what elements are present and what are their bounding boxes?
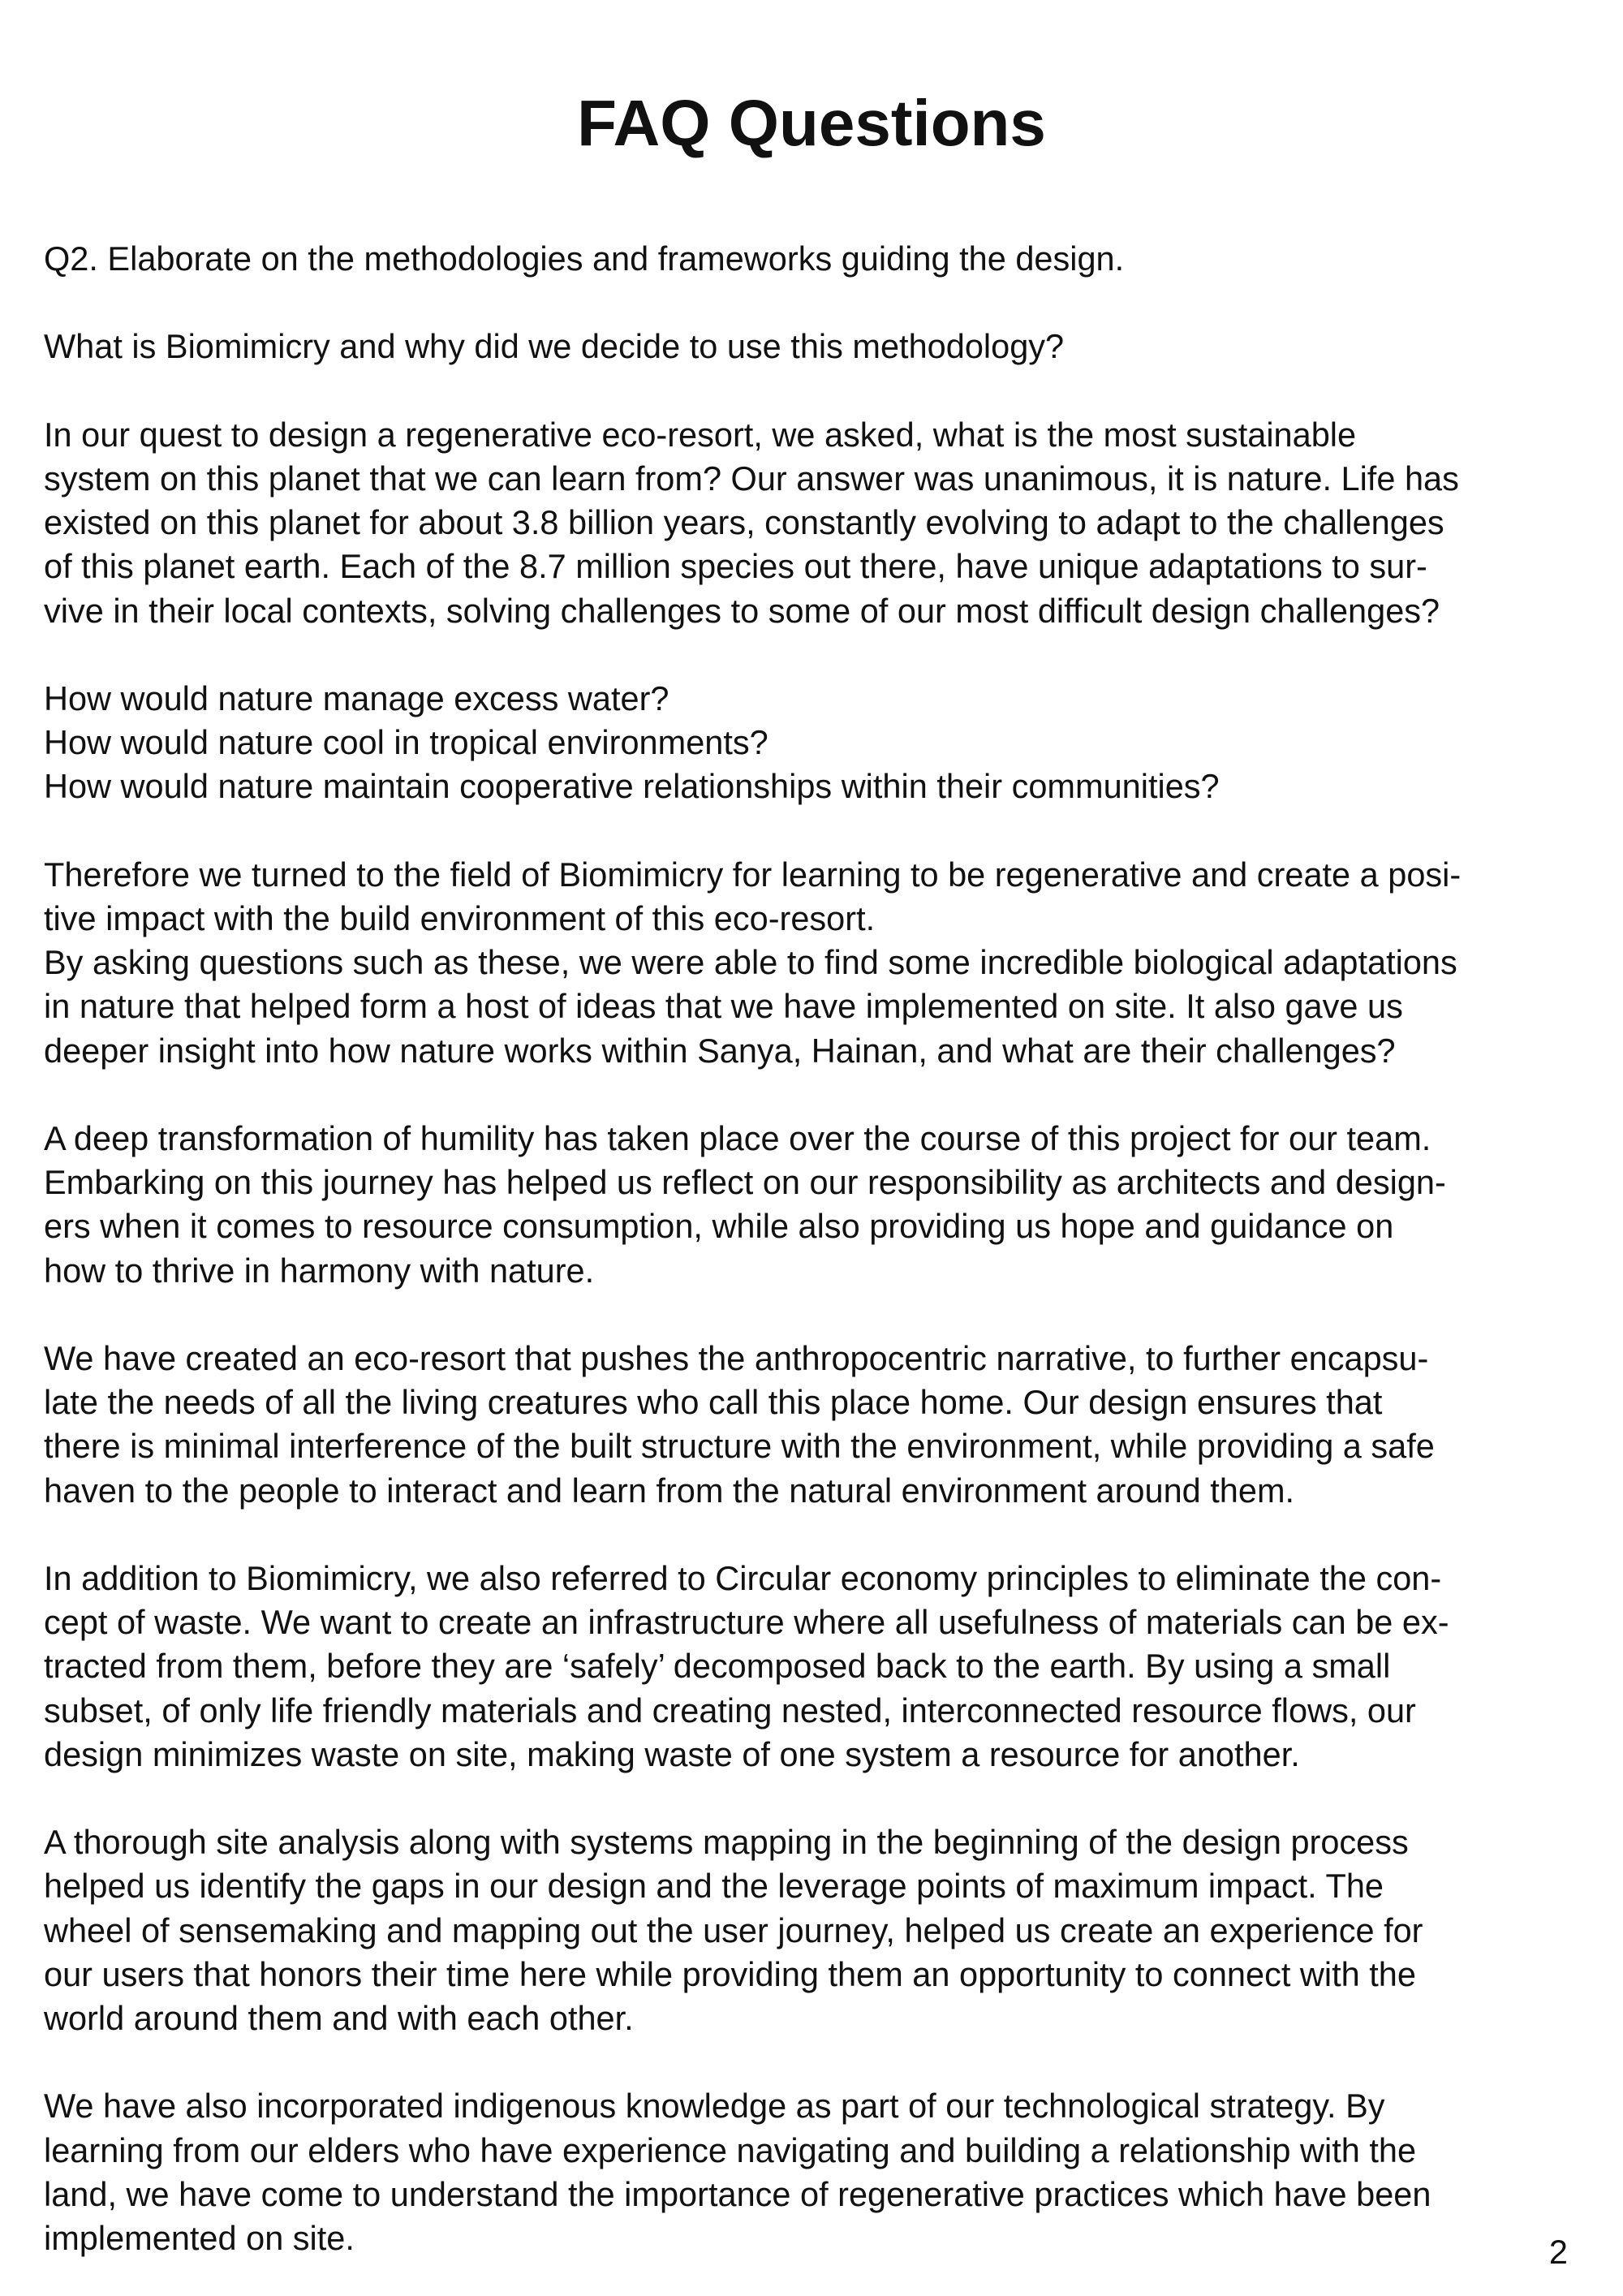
paragraph-line: helped us identify the gaps in our design and the leverage points of maximum impact. The: [44, 1867, 1384, 1906]
paragraph-line: cept of waste. We want to create an infrastructure where all usefulness of materials can be ex-: [44, 1603, 1449, 1642]
paragraph-line: how to thrive in harmony with nature.: [44, 1251, 595, 1290]
paragraph-line: existed on this planet for about 3.8 billion years, constantly evolving to adapt to the challenges: [44, 503, 1444, 542]
paragraph-line: tracted from them, before they are ‘safely’ decomposed back to the earth. By using a small: [44, 1647, 1391, 1686]
page-number: 2: [1548, 2233, 1568, 2271]
paragraph-line: Embarking on this journey has helped us reflect on our responsibility as architects and design-: [44, 1163, 1446, 1202]
paragraph-line: of this planet earth. Each of the 8.7 million species out there, have unique adaptations to sur-: [44, 547, 1427, 586]
paragraph-line: How would nature cool in tropical environments?: [44, 723, 768, 762]
paragraph-line: wheel of sensemaking and mapping out the user journey, helped us create an experience for: [44, 1910, 1423, 1949]
paragraph-line: in nature that helped form a host of ideas that we have implemented on site. It also gave us: [44, 987, 1403, 1026]
paragraph-line: Therefore we turned to the field of Biomimicry for learning to be regenerative and create a posi-: [44, 855, 1462, 894]
paragraph-line: We have also incorporated indigenous knowledge as part of our technological strategy. By: [44, 2087, 1385, 2126]
paragraph-line: How would nature manage excess water?: [44, 678, 669, 717]
document-body: [44, 237, 1586, 2260]
paragraph-line: deeper insight into how nature works within Sanya, Hainan, and what are their challenges?: [44, 1031, 1396, 1070]
paragraph-line: late the needs of all the living creatures who call this place home. Our design ensures that: [44, 1383, 1383, 1422]
paragraph-line: A thorough site analysis along with systems mapping in the beginning of the design process: [44, 1823, 1409, 1862]
page-title: FAQ Questions: [577, 87, 1046, 159]
paragraph-line: subset, of only life friendly materials and creating nested, interconnected resource flows, our: [44, 1691, 1416, 1730]
paragraph-line: design minimizes waste on site, making waste of one system a resource for another.: [44, 1734, 1300, 1773]
paragraph-line: What is Biomimicry and why did we decide to use this methodology?: [44, 327, 1065, 366]
paragraph-line: In addition to Biomimicry, we also referred to Circular economy principles to eliminate the con-: [44, 1558, 1442, 1597]
paragraph-line: implemented on site.: [44, 2219, 355, 2257]
paragraph-line: A deep transformation of humility has taken place over the course of this project for our team.: [44, 1118, 1431, 1157]
paragraph-line: learning from our elders who have experience navigating and building a relationship with the: [44, 2130, 1417, 2169]
paragraph-line: How would nature maintain cooperative relationships within their communities?: [44, 767, 1220, 806]
paragraph-line: tive impact with the build environment of this eco-resort.: [44, 898, 876, 937]
paragraph-line: haven to the people to interact and learn from the natural environment around them.: [44, 1471, 1295, 1510]
paragraph-line: vive in their local contexts, solving challenges to some of our most difficult design challenges?: [44, 591, 1440, 630]
paragraph-line: system on this planet that we can learn from? Our answer was unanimous, it is nature. Life has: [44, 459, 1459, 498]
paragraph-line: We have created an eco-resort that pushes the anthropocentric narrative, to further encapsu-: [44, 1338, 1429, 1377]
paragraph-line: there is minimal interference of the built structure with the environment, while providing a safe: [44, 1427, 1435, 1466]
paragraph-line: land, we have come to understand the importance of regenerative practices which have been: [44, 2174, 1431, 2213]
paragraph-line: By asking questions such as these, we were able to find some incredible biological adaptations: [44, 943, 1457, 982]
paragraph-line: ers when it comes to resource consumption, while also providing us hope and guidance on: [44, 1207, 1394, 1246]
paragraph-line: Q2. Elaborate on the methodologies and frameworks guiding the design.: [44, 239, 1125, 278]
paragraph-line: world around them and with each other.: [44, 1999, 634, 2037]
paragraph-line: In our quest to design a regenerative eco-resort, we asked, what is the most sustainable: [44, 415, 1357, 454]
paragraph-line: our users that honors their time here while providing them an opportunity to connect with the: [44, 1954, 1416, 1993]
